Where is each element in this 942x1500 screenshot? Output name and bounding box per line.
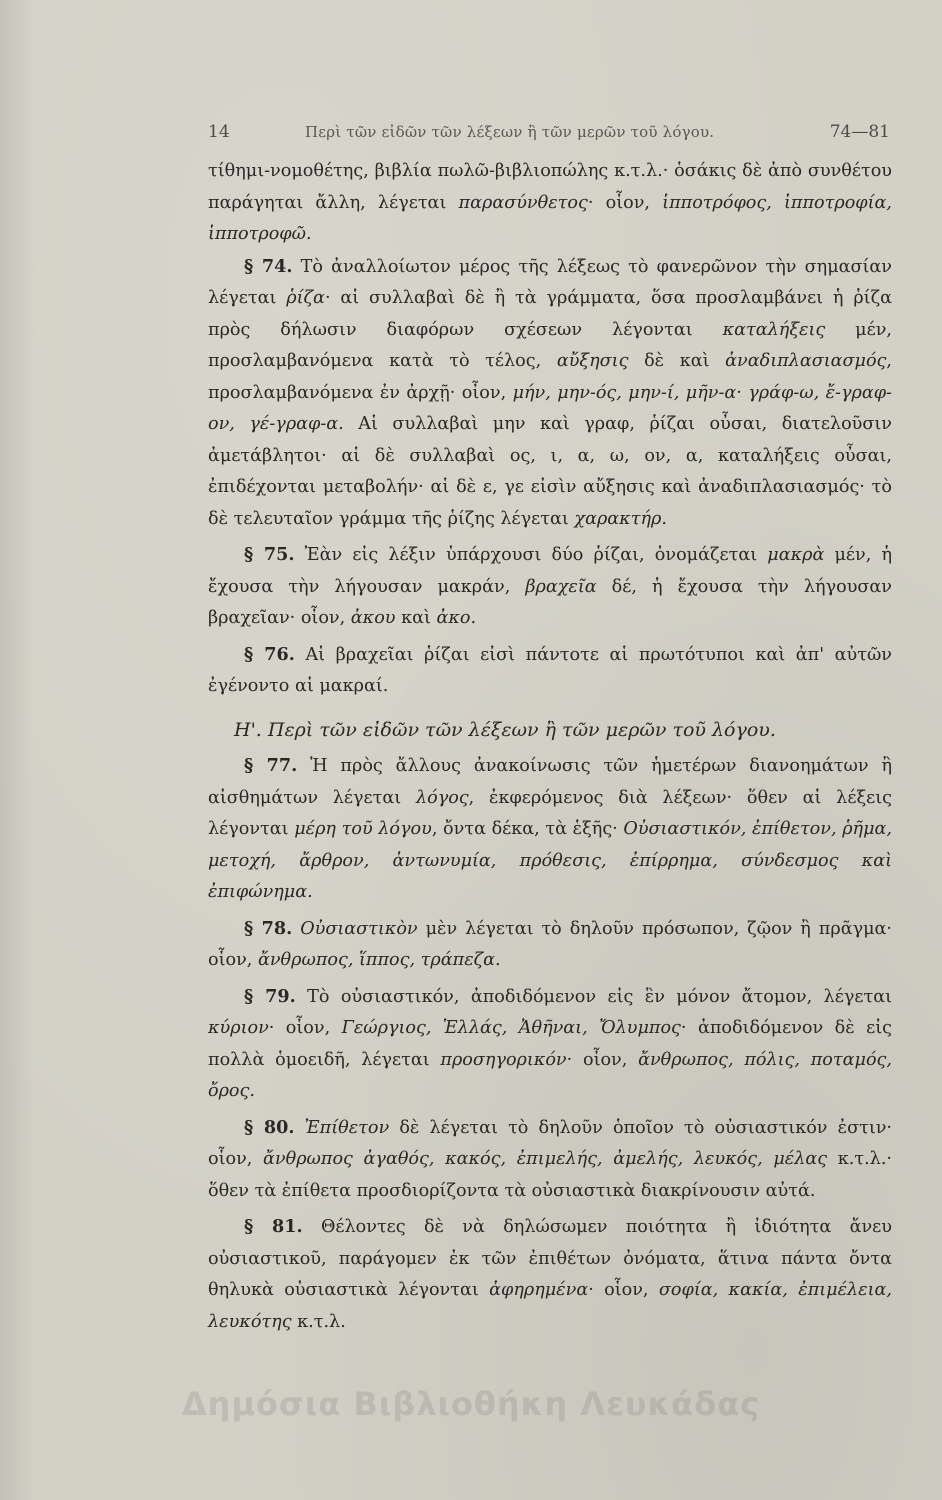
- example: ἀκο.: [436, 608, 477, 628]
- example: μήν, μην-ός, μην-ί, μῆν-α· γράφ-ω, ἔ-γραφ-ον, γέ-γραφ-α.: [208, 382, 892, 434]
- example: σοφία, κακία, ἐπιμέλεια, λευκότης: [208, 1280, 892, 1332]
- text-run: , ἐκφερόμενος διὰ λέξεων· ὅθεν αἱ λέξεις λέγονται: [208, 787, 892, 839]
- text-run: δὲ καὶ: [628, 351, 726, 371]
- term: μακρὰ: [767, 545, 825, 565]
- paragraph-continued: [208, 156, 892, 251]
- text-run: · οἷον,: [588, 1280, 659, 1300]
- text-run: τίθημι-νομοθέτης, βιβλία πωλῶ-βιβλιοπώλης κ.τ.λ.· ὁσάκις δὲ ἀπὸ συνθέτου παράγηται ἄλλη, λέγεται: [208, 161, 892, 213]
- paragraph-78: [208, 913, 892, 977]
- term: προσηγορικόν: [440, 1049, 567, 1070]
- term-list: Οὐσιαστικόν, ἐπίθετον, ῥῆμα, μετοχή, ἄρθρον, ἀντωνυμία, πρόθεσις, ἐπίρρημα, σύνδεσμος καὶ ἐπιφώνημα.: [208, 819, 892, 902]
- text-run: κ.τ.λ.: [291, 1311, 346, 1332]
- section-number: § 77.: [244, 755, 298, 776]
- text-run: δὲ λέγεται τὸ δηλοῦν ὁποῖον τὸ οὐσιαστικόν ἐστιν· οἷον,: [208, 1117, 893, 1169]
- term: καταλήξεις: [722, 319, 826, 340]
- example: ἄνθρωπος, ἵππος, τράπεζα.: [257, 950, 501, 970]
- example: ἱπποτρόφος, ἱπποτροφία, ἱπποτροφῶ.: [208, 192, 892, 244]
- text-run: Τὸ οὐσιαστικόν, ἀποδιδόμενον εἰς ἓν μόνον ἄτομον, λέγεται: [295, 986, 893, 1007]
- text-run: · ἀποδιδόμενον δὲ εἰς πολλὰ ὁμοειδῆ, λέγεται: [208, 1018, 892, 1070]
- term: παρασύνθετος: [458, 192, 588, 213]
- text-run: Ἡ πρὸς ἄλλους ἀνακοίνωσις τῶν ἡμετέρων διανοημάτων ἢ αἰσθημάτων λέγεται: [208, 756, 892, 808]
- example: ἄνθρωπος ἀγαθός, κακός, ἐπιμελής, ἀμελής, λευκός, μέλας: [263, 1149, 828, 1169]
- text-run: Τὸ ἀναλλοίωτον μέρος τῆς λέξεως τὸ φανερῶνον τὴν σημασίαν λέγεται: [208, 256, 893, 308]
- paragraph-80: [208, 1112, 892, 1208]
- text-run: Αἱ βραχεῖαι ῥίζαι εἰσὶ πάντοτε αἱ πρωτότυποι καὶ ἀπ' αὐτῶν ἐγένοντο αἱ μακραί.: [208, 644, 892, 696]
- paragraph-81: [208, 1211, 892, 1338]
- section-number: § 79.: [244, 985, 296, 1007]
- term: Οὐσιαστικὸν: [300, 918, 418, 939]
- example: ἀκου: [350, 608, 396, 628]
- section-number: § 75.: [244, 544, 295, 565]
- running-title: Περὶ τῶν εἰδῶν τῶν λέξεων ἢ τῶν μερῶν τοῦ λόγου.: [305, 123, 715, 141]
- text-run: δέ, ἡ ἔχουσα τὴν λήγουσαν βραχεῖαν· οἷον,: [208, 576, 892, 628]
- text-run: , προσλαμβανόμενα ἐν ἀρχῇ· οἷον,: [208, 351, 892, 403]
- section-number: § 80.: [244, 1116, 295, 1138]
- text-run: · οἷον,: [587, 192, 663, 213]
- library-watermark: Δημόσια Βιβλιοθήκη Λευκάδας: [181, 1385, 761, 1423]
- text-run: · αἱ συλλαβαὶ δὲ ἢ τὰ γράμματα, ὅσα προσλαμβάνει ἡ ῥίζα πρὸς δήλωσιν διαφόρων σχέσεων λέγονται: [208, 288, 892, 340]
- chapter-heading: Η'. Περὶ τῶν εἰδῶν τῶν λέξεων ἢ τῶν μερῶν τοῦ λόγου.: [234, 718, 776, 741]
- text-run: μὲν λέγεται τὸ δηλοῦν πρόσωπον, ζῷον ἢ πρᾶγμα· οἷον,: [208, 918, 893, 970]
- text-run: Αἱ συλλαβαὶ μην καὶ γραφ, ῥίζαι οὖσαι, διατελοῦσιν ἀμετάβλητοι· αἱ δὲ συλλαβαὶ ος, ι, α, ω, ον, α, καταλήξεις οὖσαι, ἐπιδέχονται μεταβολήν· αἱ δὲ ε, γε εἰσὶν αὔξησις καὶ ἀναδιπλασιασμός· τὸ δὲ τελευταῖον γράμμα τῆς ῥίζης λέγεται: [208, 414, 892, 529]
- text-run: Θέλοντες δὲ νὰ δηλώσωμεν ποιότητα ἢ ἰδιότητα ἄνευ οὐσιαστικοῦ, παράγομεν ἐκ τῶν ἐπιθέτων ὀνόματα, ἅτινα πάντα ὄντα θηλυκὰ οὐσιαστικὰ λέγονται: [208, 1217, 892, 1300]
- section-range: 74—81: [829, 122, 890, 142]
- term: αὔξησις: [556, 351, 629, 371]
- body-text: [208, 156, 892, 1338]
- paragraph-74: [208, 251, 892, 536]
- text-run: · οἷον,: [268, 1018, 342, 1038]
- text-run: , ὄντα δέκα, τὰ ἑξῆς·: [431, 819, 624, 839]
- paragraph-79: [208, 981, 892, 1108]
- text-run: · οἷον,: [566, 1049, 639, 1070]
- example: ἄνθρωπος, πόλις, ποταμός, ὄρος.: [208, 1049, 892, 1101]
- text-run: μέν, ἡ ἔχουσα τὴν λήγουσαν μακράν,: [208, 545, 893, 597]
- section-number: § 78.: [244, 917, 293, 939]
- term: ἀφηρημένα: [489, 1280, 589, 1300]
- term: μέρη τοῦ λόγου: [294, 819, 432, 839]
- section-number: § 74.: [244, 255, 293, 277]
- term: λόγος: [415, 787, 469, 808]
- example: Γεώργιος, Ἑλλάς, Ἀθῆναι, Ὄλυμπος: [341, 1018, 681, 1038]
- term: Ἐπίθετον: [304, 1117, 390, 1138]
- term: κύριον: [208, 1018, 269, 1038]
- running-head: [208, 122, 890, 150]
- paragraph-75: [208, 539, 892, 635]
- paragraph-76: [208, 639, 892, 703]
- term: ῥίζα: [286, 288, 325, 308]
- text-run: μέν, προσλαμβανόμενα κατὰ τὸ τέλος,: [208, 319, 892, 371]
- page-number: 14: [208, 122, 230, 142]
- text-run: Ἐὰν εἰς λέξιν ὑπάρχουσι δύο ῥίζαι, ὀνομάζεται: [294, 545, 768, 565]
- term: βραχεῖα: [525, 576, 597, 597]
- section-number: § 81.: [244, 1216, 303, 1237]
- text-run: κ.τ.λ.· ὅθεν τὰ ἐπίθετα προσδιορίζοντα τὰ οὐσιαστικὰ διακρίνουσιν αὐτά.: [208, 1149, 893, 1201]
- term: χαρακτήρ.: [574, 508, 667, 529]
- paragraph-77: [208, 750, 892, 909]
- term: ἀναδιπλασιασμός: [725, 351, 887, 371]
- section-number: § 76.: [244, 643, 295, 665]
- text-run: καὶ: [395, 608, 437, 628]
